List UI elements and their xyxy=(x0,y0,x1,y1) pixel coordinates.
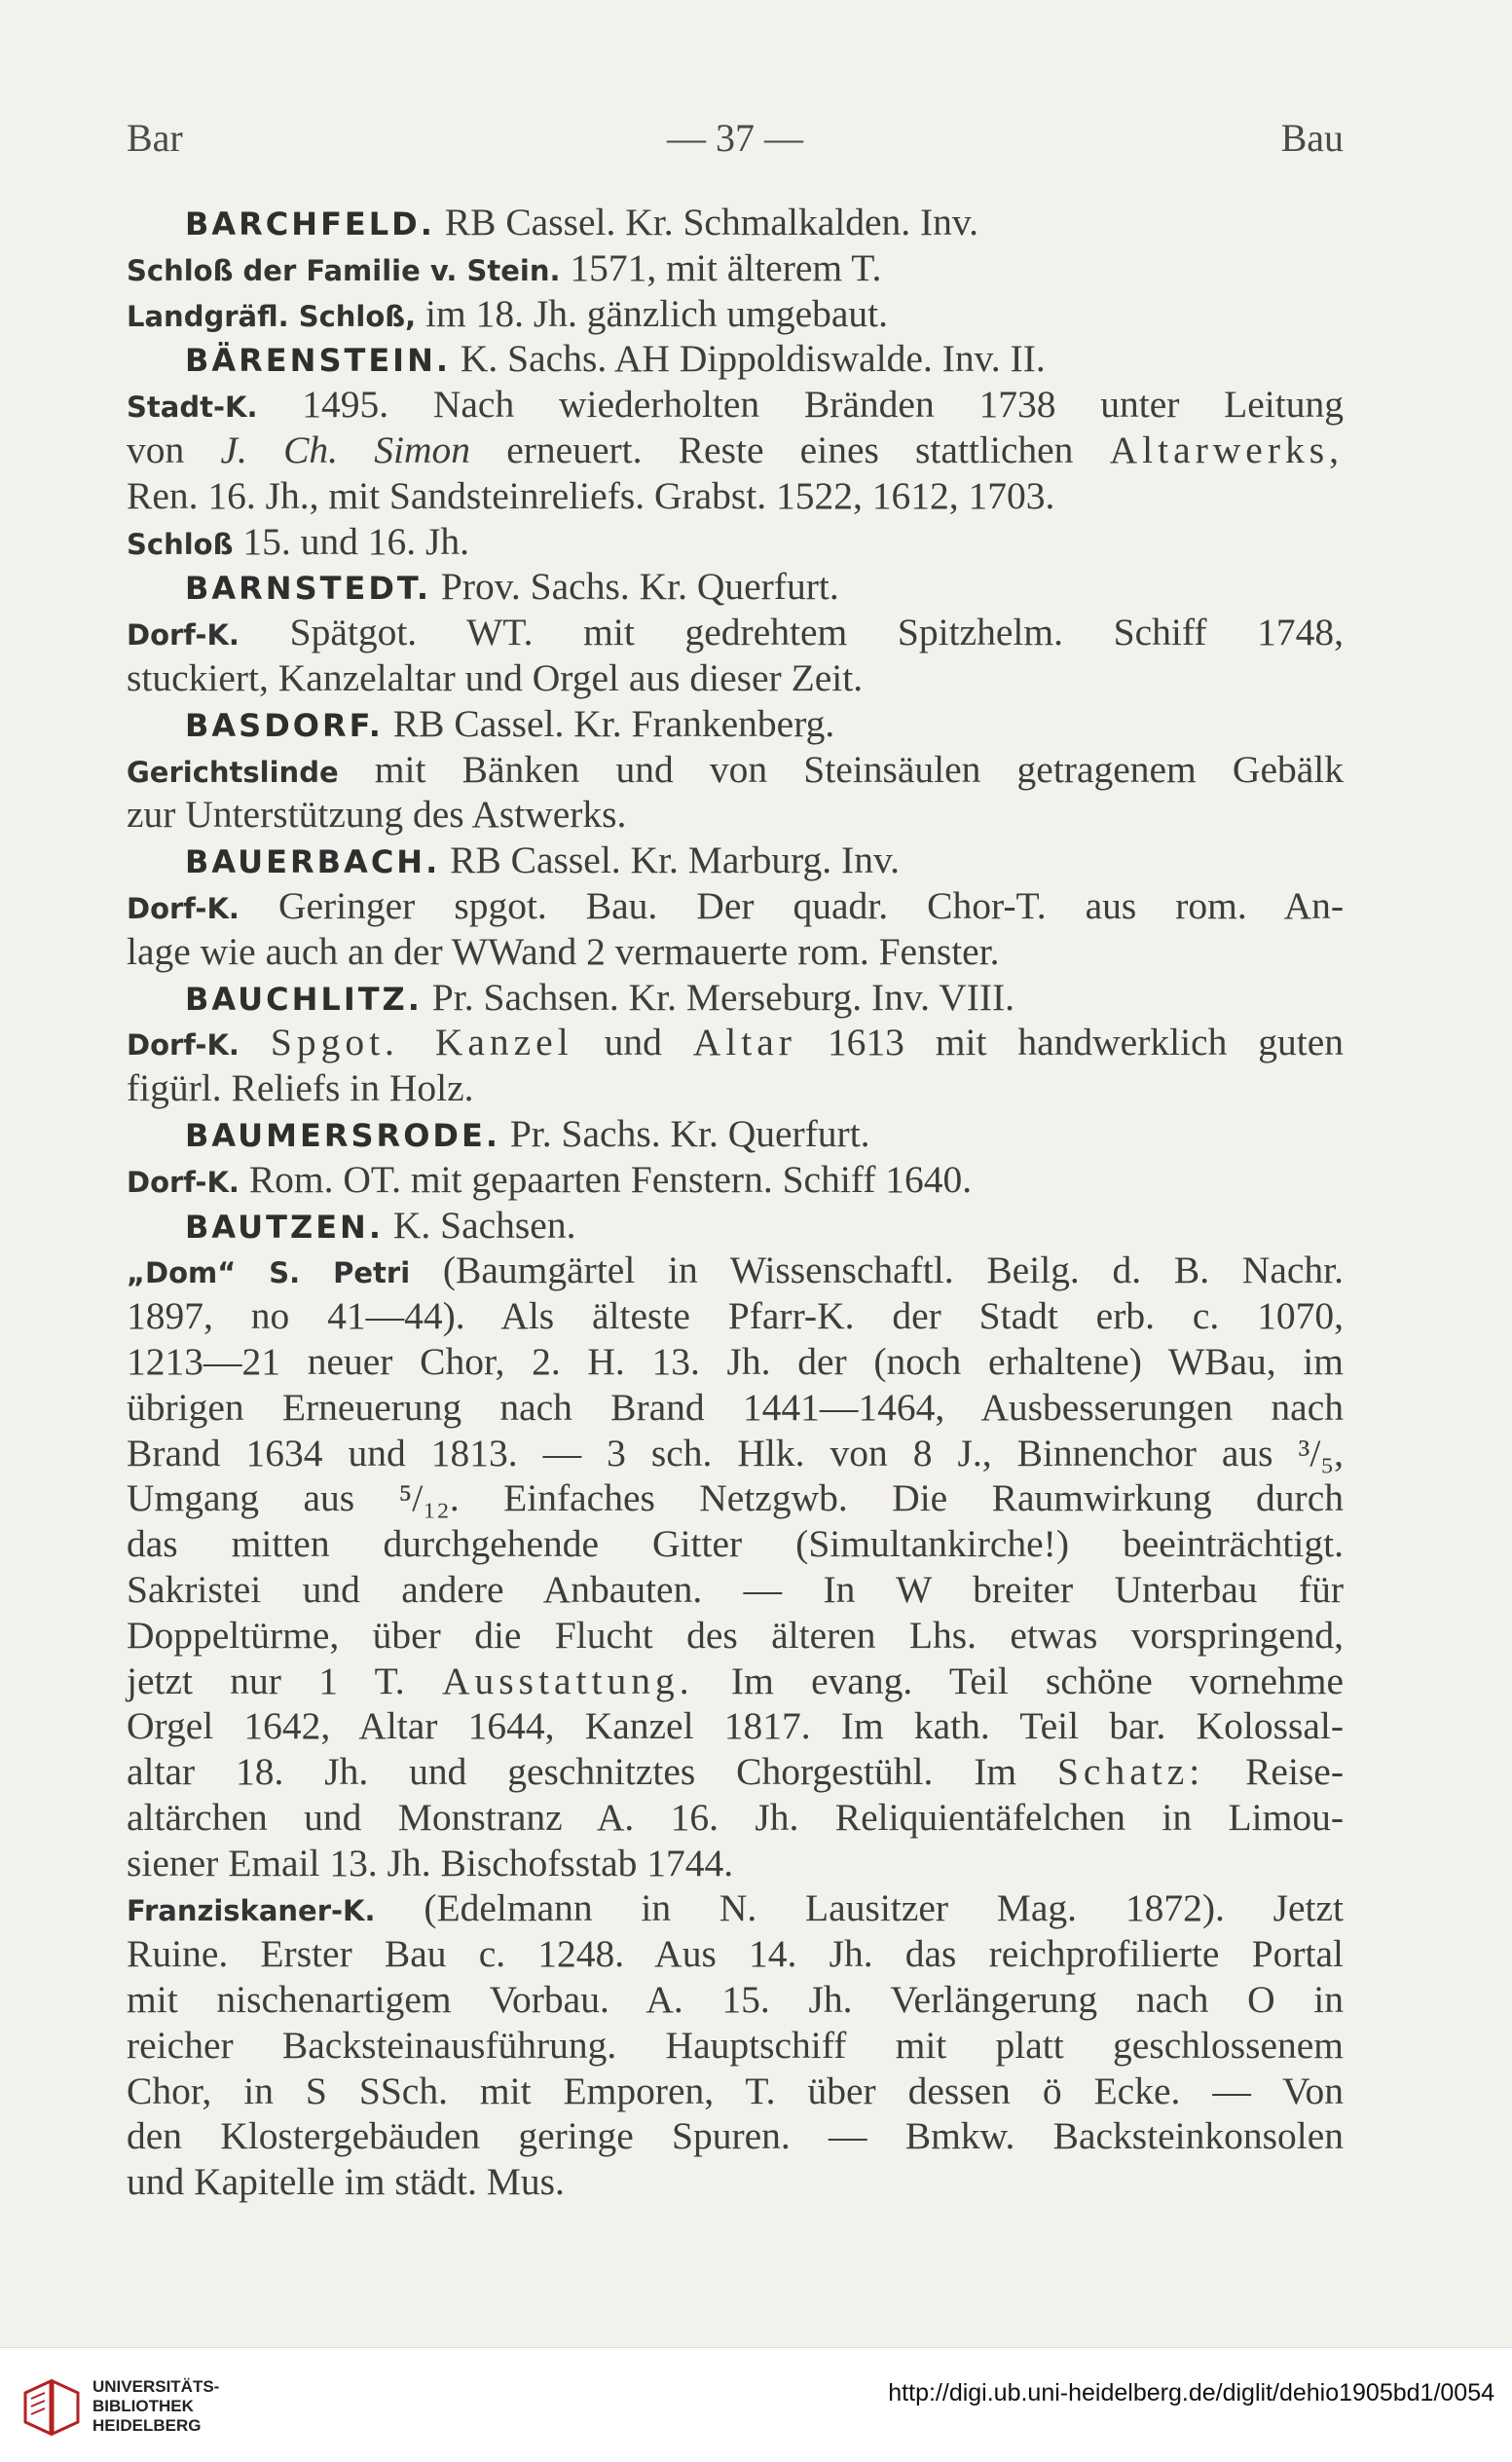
text-run: Geringer spgot. Bau. Der quadr. Chor-T. aus rom. An- xyxy=(239,883,1344,927)
place-name: BAUMERSRODE. xyxy=(185,1116,500,1154)
entry-heading-line xyxy=(127,200,1344,245)
monument-keyword: Schloß der Familie v. Stein. xyxy=(127,253,561,287)
text-run: siener Email 13. Jh. Bischofsstab 1744. xyxy=(127,1841,734,1884)
text-run: Rom. OT. mit gepaarten Fenstern. Schiff 1640. xyxy=(239,1157,973,1201)
text-run: erneuert. Reste eines stattlichen xyxy=(470,428,1110,471)
text-run: 1897, no 41—44). Als älteste Pfarr-K. der Stadt erb. c. 1070, xyxy=(127,1294,1344,1338)
monument-keyword: Stadt-K. xyxy=(127,391,258,425)
text-line xyxy=(127,792,1344,838)
text-line xyxy=(127,1020,1344,1065)
text-run: Schatz: xyxy=(1056,1750,1205,1794)
text-run: K. Sachsen. xyxy=(383,1203,576,1247)
text-line xyxy=(127,2069,1344,2114)
place-name: BAUERBACH. xyxy=(185,843,441,881)
text-line xyxy=(127,519,1344,565)
place-name: BASDORF. xyxy=(185,706,384,744)
text-run: Pr. Sachs. Kr. Querfurt. xyxy=(499,1111,870,1155)
text-run: (Baumgärtel in Wissenschaftl. Beilg. d. B. Nachr. xyxy=(410,1249,1344,1292)
text-run: lage wie auch an der WWand 2 vermauerte rom. Fenster. xyxy=(127,929,1000,973)
text-run: Ruine. Erster Bau c. 1248. Aus 14. Jh. das reichprofilierte Portal xyxy=(127,1932,1344,1976)
text-run: J. Ch. Simon xyxy=(220,428,471,471)
text-run: Altarwerks, xyxy=(1109,428,1344,471)
text-run: RB Cassel. Kr. Schmalkalden. Inv. xyxy=(434,201,978,243)
text-run: im 18. Jh. gänzlich umgebaut. xyxy=(416,291,889,335)
running-header xyxy=(127,115,1344,173)
text-run: Spätgot. WT. mit gedrehtem Spitzhelm. Schiff 1748, xyxy=(239,611,1344,654)
text-run: Sakristei und andere Anbauten. — In W breiter Unterbau für xyxy=(127,1567,1344,1611)
text-run: Umgang aus ⁵/₁₂. Einfaches Netzgwb. Die Raumwirkung durch xyxy=(127,1476,1344,1520)
entry-heading-line xyxy=(127,701,1344,747)
text-line xyxy=(127,2113,1344,2159)
library-name xyxy=(92,2377,219,2436)
text-line xyxy=(127,291,1344,337)
text-line xyxy=(127,655,1344,701)
text-line xyxy=(127,1431,1344,1476)
text-line xyxy=(127,1248,1344,1293)
text-run: Pr. Sachsen. Kr. Merseburg. Inv. VIII. xyxy=(422,975,1015,1019)
text-run xyxy=(240,1021,271,1063)
text-run: zur Unterstützung des Astwerks. xyxy=(127,793,627,837)
text-run: mit Bänken und von Steinsäulen getragenem Gebälk xyxy=(338,747,1344,791)
text-line xyxy=(127,2023,1344,2069)
text-run: von xyxy=(127,428,221,471)
monument-keyword: Gerichtslinde xyxy=(127,755,339,789)
text-line xyxy=(127,883,1344,929)
text-run: Doppeltürme, über die Flucht des älteren Lhs. etwas vorspringend, xyxy=(127,1613,1344,1657)
text-run: Ren. 16. Jh., mit Sandsteinreliefs. Grabst. 1522, 1612, 1703. xyxy=(127,473,1055,517)
text-run: 15. und 16. Jh. xyxy=(233,519,469,563)
entry-heading-line xyxy=(127,838,1344,883)
library-logo-icon xyxy=(18,2373,86,2442)
monument-keyword: „Dom“ S. Petri xyxy=(127,1256,411,1290)
permalink-url[interactable]: http://digi.ub.uni-heidelberg.de/diglit/dehio1905bd1/0054 xyxy=(888,2379,1494,2406)
text-line xyxy=(127,747,1344,793)
text-line xyxy=(127,610,1344,655)
text-run: Orgel 1642, Altar 1644, Kanzel 1817. Im kath. Teil bar. Kolossal- xyxy=(127,1704,1344,1748)
text-run: 1571, mit älterem T. xyxy=(560,245,882,289)
text-run: Spgot. Kanzel xyxy=(270,1021,573,1064)
text-line xyxy=(127,929,1344,975)
text-run: 1495. Nach wiederholten Bränden 1738 unter Leitung xyxy=(257,383,1344,427)
text-line xyxy=(127,2159,1344,2205)
text-line xyxy=(127,245,1344,291)
monument-keyword: Dorf-K. xyxy=(127,1028,240,1063)
monument-keyword: Dorf-K. xyxy=(127,1165,240,1199)
text-line xyxy=(127,1475,1344,1521)
header-left: Bar xyxy=(127,116,183,160)
text-run: Altar xyxy=(692,1021,796,1064)
text-line xyxy=(127,1613,1344,1659)
entry-heading-line xyxy=(127,564,1344,610)
text-run: (Edelmann in N. Lausitzer Mag. 1872). Jetzt xyxy=(375,1886,1344,1930)
text-run: Ausstattung. xyxy=(442,1659,694,1702)
monument-keyword: Schloß xyxy=(127,527,234,561)
entry-heading-line xyxy=(127,1111,1344,1157)
place-name: BAUCHLITZ. xyxy=(185,980,423,1018)
text-run: RB Cassel. Kr. Marburg. Inv. xyxy=(440,839,901,882)
text-line xyxy=(127,1885,1344,1931)
place-name: BARNSTEDT. xyxy=(185,570,431,608)
monument-keyword: Dorf-K. xyxy=(127,891,240,925)
monument-keyword: Landgräfl. Schloß, xyxy=(127,299,417,333)
text-line xyxy=(127,1749,1344,1795)
place-name: BARCHFELD. xyxy=(185,205,435,242)
text-run: stuckiert, Kanzelaltar und Orgel aus dieser Zeit. xyxy=(127,655,864,699)
text-run: Chor, in S SSch. mit Emporen, T. über dessen ö Ecke. — Von xyxy=(127,2069,1344,2112)
header-right: Bau xyxy=(1280,116,1344,160)
page-number: — 37 — xyxy=(667,116,803,160)
text-run: Reise- xyxy=(1204,1750,1344,1794)
text-run: altärchen und Monstranz A. 16. Jh. Reliquientäfelchen in Limou- xyxy=(127,1795,1344,1839)
text-run: und Kapitelle im städt. Mus. xyxy=(127,2160,565,2204)
text-run: übrigen Erneuerung nach Brand 1441—1464, Ausbesserungen nach xyxy=(127,1385,1344,1429)
text-run: 1213—21 neuer Chor, 2. H. 13. Jh. der (noch erhaltene) WBau, im xyxy=(127,1339,1344,1383)
text-run: mit nischenartigem Vorbau. A. 15. Jh. Verlängerung nach O in xyxy=(127,1978,1344,2022)
library-name-line-1: UNIVERSITÄTS- xyxy=(92,2377,220,2396)
text-line xyxy=(127,1703,1344,1749)
body-text xyxy=(127,200,1344,2205)
text-run: figürl. Reliefs in Holz. xyxy=(127,1066,474,1110)
text-run: 1613 mit handwerklich guten xyxy=(795,1021,1344,1064)
text-line xyxy=(127,428,1344,473)
text-run: Im evang. Teil schöne vornehme xyxy=(693,1659,1344,1702)
text-run: altar 18. Jh. und geschnitztes Chorgestühl. Im xyxy=(127,1750,1057,1794)
text-run: Brand 1634 und 1813. — 3 sch. Hlk. von 8 J., Binnenchor aus ³/₅, xyxy=(127,1431,1344,1474)
text-line xyxy=(127,1659,1344,1704)
entry-heading-line xyxy=(127,336,1344,382)
text-run: den Klostergebäuden geringe Spuren. — Bmkw. Backsteinkonsolen xyxy=(127,2114,1344,2158)
text-line xyxy=(127,1385,1344,1431)
text-run: K. Sachs. AH Dippoldiswalde. Inv. II. xyxy=(451,337,1046,381)
text-line xyxy=(127,1293,1344,1339)
monument-keyword: Dorf-K. xyxy=(127,618,240,653)
text-run: Prov. Sachs. Kr. Querfurt. xyxy=(431,565,839,609)
text-line xyxy=(127,1977,1344,2023)
place-name: BAUTZEN. xyxy=(185,1208,384,1246)
text-line xyxy=(127,1065,1344,1111)
footer-bar xyxy=(0,2347,1512,2462)
text-run: RB Cassel. Kr. Frankenberg. xyxy=(383,701,835,745)
monument-keyword: Franziskaner-K. xyxy=(127,1894,376,1928)
text-line xyxy=(127,1841,1344,1886)
entry-heading-line xyxy=(127,1203,1344,1249)
text-run: jetzt nur 1 T. xyxy=(127,1659,442,1702)
text-line xyxy=(127,1521,1344,1567)
text-line xyxy=(127,473,1344,519)
text-line xyxy=(127,1795,1344,1841)
text-line xyxy=(127,1567,1344,1613)
library-name-line-2: BIBLIOTHEK xyxy=(92,2397,194,2415)
text-line xyxy=(127,382,1344,428)
place-name: BÄRENSTEIN. xyxy=(185,342,452,380)
text-line xyxy=(127,1931,1344,1977)
text-line xyxy=(127,1339,1344,1385)
library-name-line-3: HEIDELBERG xyxy=(92,2416,202,2435)
text-line xyxy=(127,1157,1344,1203)
text-run: reicher Backsteinausführung. Hauptschiff mit platt geschlossenem xyxy=(127,2023,1344,2067)
text-run: das mitten durchgehende Gitter (Simultankirche!) beeinträchtigt. xyxy=(127,1522,1344,1566)
entry-heading-line xyxy=(127,975,1344,1021)
text-run: und xyxy=(572,1021,693,1064)
